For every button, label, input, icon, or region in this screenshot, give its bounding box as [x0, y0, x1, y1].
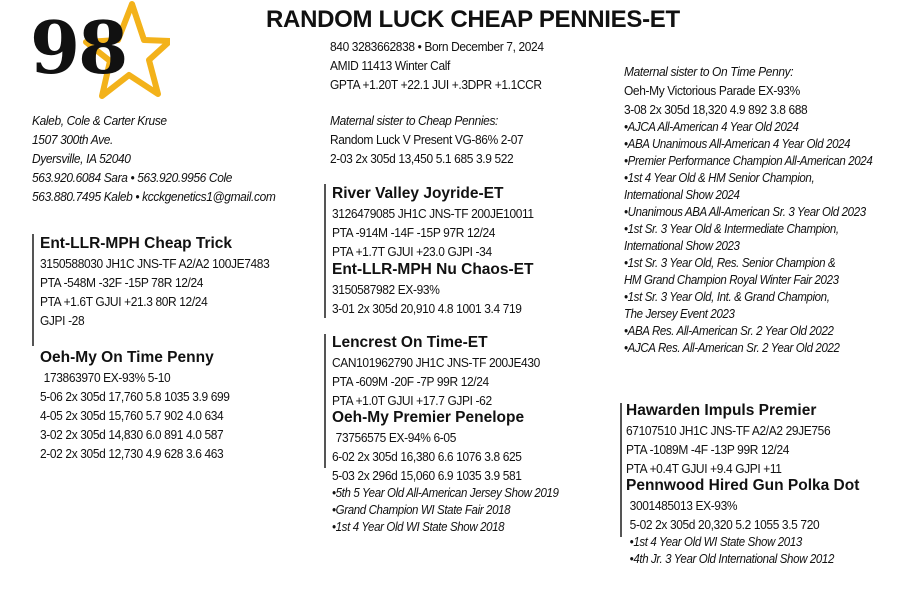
award-line: •5th 5 Year Old All-American Jersey Show 2019	[332, 486, 559, 500]
record-line: 3-02 2x 305d 14,830 6.0 891 4.0 587	[40, 427, 224, 442]
award-line: •4th Jr. 3 Year Old International Show 2012	[629, 552, 834, 566]
maternal-sister-ontime	[624, 62, 894, 357]
award-line: •1st 4 Year Old & HM Senior Champion,	[624, 171, 815, 185]
award-line: •Unanimous ABA All-American Sr. 3 Year Old 2023	[624, 205, 866, 219]
lencrest-name: Lencrest On Time-ET	[332, 334, 488, 351]
polka-dot-block	[626, 476, 859, 568]
contact-line: Dyersville, IA 52040	[32, 151, 131, 166]
record-line: 6-02 2x 305d 16,380 6.6 1076 3.8 625	[332, 449, 522, 464]
river-valley-block	[332, 184, 551, 261]
record-line: 4-05 2x 305d 15,760 5.7 902 4.0 634	[40, 408, 224, 423]
record-line: 2-03 2x 305d 13,450 5.1 685 3.9 522	[330, 151, 514, 166]
sire-name: Ent-LLR-MPH Cheap Trick	[40, 235, 233, 252]
lot-number: 98	[30, 5, 127, 90]
animal-gpta-line: GPTA +1.20T +22.1 JUI +.3DPR +1.1CCR	[330, 77, 542, 92]
animal-id-line: 840 3283662838 • Born December 7, 2024	[330, 39, 544, 54]
record-line: 2-02 2x 305d 12,730 4.9 628 3.6 463	[40, 446, 224, 461]
contact-block	[32, 111, 297, 206]
award-line: •AJCA Res. All-American Sr. 2 Year Old 2022	[624, 341, 840, 355]
river-valley-name: River Valley Joyride-ET	[332, 185, 504, 202]
contact-line: 563.880.7495 Kaleb • kcckgenetics1@gmail.com	[32, 189, 276, 204]
award-line: •ABA Res. All-American Sr. 2 Year Old 2022	[624, 324, 834, 338]
pedigree-line: PTA -1089M -4F -13P 99R 12/24	[626, 442, 790, 457]
record-line: 5-03 2x 296d 15,060 6.9 1035 3.9 581	[332, 468, 522, 483]
award-line: •Premier Performance Champion All-American 2024	[624, 154, 873, 168]
record-line: 5-02 2x 305d 20,320 5.2 1055 3.5 720	[629, 517, 820, 532]
pedigree-line: GJPI -28	[40, 313, 85, 328]
pedigree-line: PTA +1.7T GJUI +23.0 GJPI -34	[332, 244, 492, 259]
pedigree-line: PTA +0.4T GJUI +9.4 GJPI +11	[626, 461, 782, 476]
award-line: The Jersey Event 2023	[624, 307, 735, 321]
record-line: 3-01 2x 305d 20,910 4.8 1001 3.4 719	[332, 301, 522, 316]
contact-line: 1507 300th Ave.	[32, 132, 113, 147]
pedigree-line: 3001485013 EX-93%	[629, 498, 738, 513]
award-line: International Show 2024	[624, 188, 740, 202]
pedigree-line: CAN101962790 JH1C JNS-TF 200JE430	[332, 355, 540, 370]
dam-block	[40, 348, 246, 463]
animal-amid-line: AMID 11413 Winter Calf	[330, 58, 450, 73]
pedigree-line: PTA +1.0T GJUI +17.7 GJPI -62	[332, 393, 492, 408]
award-line: •Grand Champion WI State Fair 2018	[332, 503, 511, 517]
pedigree-line: 67107510 JH1C JNS-TF A2/A2 29JE756	[626, 423, 831, 438]
record-line: 5-06 2x 305d 17,760 5.8 1035 3.9 699	[40, 389, 230, 404]
contact-line: Kaleb, Cole & Carter Kruse	[32, 113, 167, 128]
sire-bar	[32, 234, 34, 346]
hawarden-name: Hawarden Impuls Premier	[626, 402, 817, 419]
award-line: •ABA Unanimous All-American 4 Year Old 2024	[624, 137, 851, 151]
pedigree-line: 173863970 EX-93% 5-10	[43, 370, 171, 385]
pedigree-line: PTA -609M -20F -7P 99R 12/24	[332, 374, 489, 389]
pedigree-line: 3150587982 EX-93%	[332, 282, 440, 297]
hawarden-block	[626, 401, 848, 478]
sister-name: Oeh-My Victorious Parade EX-93%	[624, 83, 800, 98]
record-line: 3-08 2x 305d 18,320 4.9 892 3.8 688	[624, 102, 808, 117]
section-heading: Maternal sister to On Time Penny:	[624, 64, 794, 79]
dam-name: Oeh-My On Time Penny	[40, 349, 214, 366]
hawarden-bar	[620, 403, 622, 537]
pedigree-line: PTA -548M -32F -15P 78R 12/24	[40, 275, 204, 290]
river-valley-bar	[324, 184, 326, 318]
section-heading: Maternal sister to Cheap Pennies:	[330, 113, 499, 128]
sister-name: Random Luck V Present VG-86% 2-07	[330, 132, 524, 147]
pedigree-line: 73756575 EX-94% 6-05	[335, 430, 456, 445]
award-line: •AJCA All-American 4 Year Old 2024	[624, 120, 799, 134]
pedigree-line: 3150588030 JH1C JNS-TF A2/A2 100JE7483	[40, 256, 270, 271]
pedigree-line: 3126479085 JH1C JNS-TF 200JE10011	[332, 206, 534, 221]
pedigree-line: PTA +1.6T GJUI +21.3 80R 12/24	[40, 294, 208, 309]
award-line: HM Grand Champion Royal Winter Fair 2023	[624, 273, 839, 287]
penelope-name: Oeh-My Premier Penelope	[332, 409, 525, 426]
sire-block	[40, 234, 289, 330]
lencrest-bar	[324, 334, 326, 468]
award-line: •1st 4 Year Old WI State Show 2013	[629, 535, 802, 549]
maternal-sister-cheap	[330, 111, 540, 168]
award-line: •1st Sr. 3 Year Old & Intermediate Champion,	[624, 222, 839, 236]
penelope-block	[332, 408, 578, 536]
lencrest-block	[332, 333, 558, 410]
pedigree-line: PTA -914M -14F -15P 97R 12/24	[332, 225, 496, 240]
page-title: RANDOM LUCK CHEAP PENNIES-ET	[266, 6, 680, 33]
contact-line: 563.920.6084 Sara • 563.920.9956 Cole	[32, 170, 233, 185]
nu-chaos-block	[332, 260, 538, 318]
polka-dot-name: Pennwood Hired Gun Polka Dot	[626, 477, 860, 494]
animal-info	[330, 37, 562, 94]
award-line: •1st Sr. 3 Year Old, Res. Senior Champion &	[624, 256, 836, 270]
award-line: International Show 2023	[624, 239, 740, 253]
award-line: •1st Sr. 3 Year Old, Int. & Grand Champion,	[624, 290, 830, 304]
award-line: •1st 4 Year Old WI State Show 2018	[332, 520, 505, 534]
nu-chaos-name: Ent-LLR-MPH Nu Chaos-ET	[332, 261, 534, 278]
